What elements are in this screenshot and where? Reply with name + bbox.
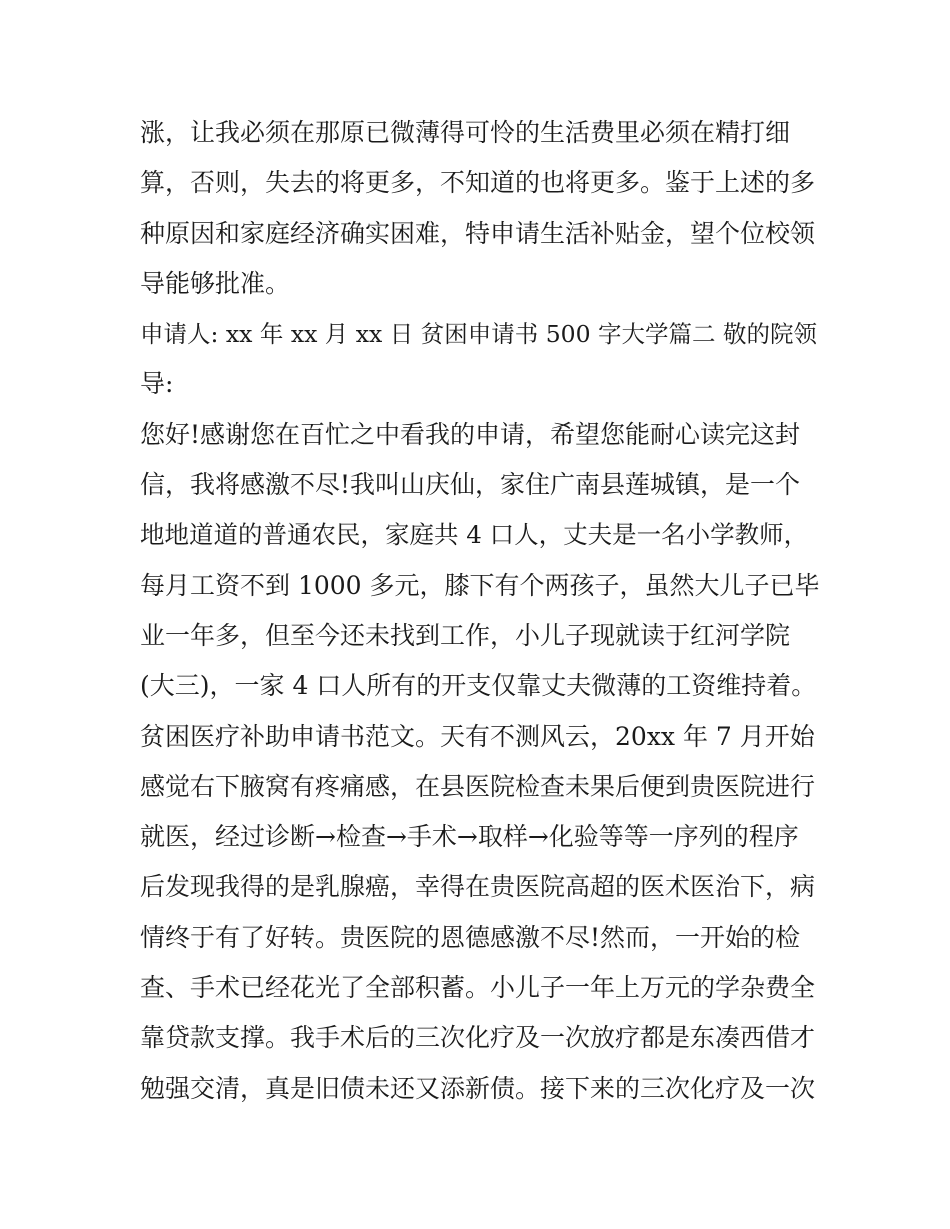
text-line: 每月工资不到 1000 多元，膝下有个两孩子，虽然大儿子已毕: [140, 570, 820, 600]
text-line: 导:: [140, 369, 174, 399]
text-line: (大三)，一家 4 口人所有的开支仅靠丈夫微薄的工资维持着。: [140, 671, 817, 701]
text-line: 导能够批准。: [140, 268, 291, 298]
text-line: 算，否则，失去的将更多，不知道的也将更多。鉴于上述的多: [140, 168, 816, 198]
text-line: 种原因和家庭经济确实困难，特申请生活补贴金，望个位校领: [140, 218, 816, 248]
text-line: 您好!感谢您在百忙之中看我的申请，希望您能耐心读完这封: [140, 419, 801, 449]
text-line: 就医，经过诊断→检查→手术→取样→化验等等一序列的程序: [140, 822, 799, 852]
text-line: 情终于有了好转。贵医院的恩德感激不尽!然而，一开始的检: [140, 922, 801, 952]
text-line: 地地道道的普通农民，家庭共 4 口人，丈夫是一名小学教师，: [140, 520, 809, 550]
text-line: 靠贷款支撑。我手术后的三次化疗及一次放疗都是东凑西借才: [140, 1023, 816, 1053]
text-line: 勉强交清，真是旧债未还又添新债。接下来的三次化疗及一次: [140, 1073, 816, 1103]
text-line: 贫困医疗补助申请书范文。天有不测风云，20xx 年 7 月开始: [140, 721, 815, 751]
text-line: 业一年多，但至今还未找到工作，小儿子现就读于红河学院: [140, 620, 791, 650]
text-line: 涨，让我必须在那原已微薄得可怜的生活费里必须在精打细: [140, 118, 791, 147]
text-line: 查、手术已经花光了全部积蓄。小儿子一年上万元的学杂费全: [140, 973, 816, 1003]
text-line: 后发现我得的是乳腺癌，幸得在贵医院高超的医术医治下，病: [140, 872, 816, 902]
text-line: 申请人: xx 年 xx 月 xx 日 贫困申请书 500 字大学篇二 敬的院领: [140, 320, 817, 349]
text-line: 信，我将感激不尽!我叫山庆仙，家住广南县莲城镇，是一个: [140, 470, 801, 500]
text-line: 感觉右下腋窝有疼痛感，在县医院检查未果后便到贵医院进行: [140, 771, 816, 801]
body-text: [140, 108, 820, 1114]
